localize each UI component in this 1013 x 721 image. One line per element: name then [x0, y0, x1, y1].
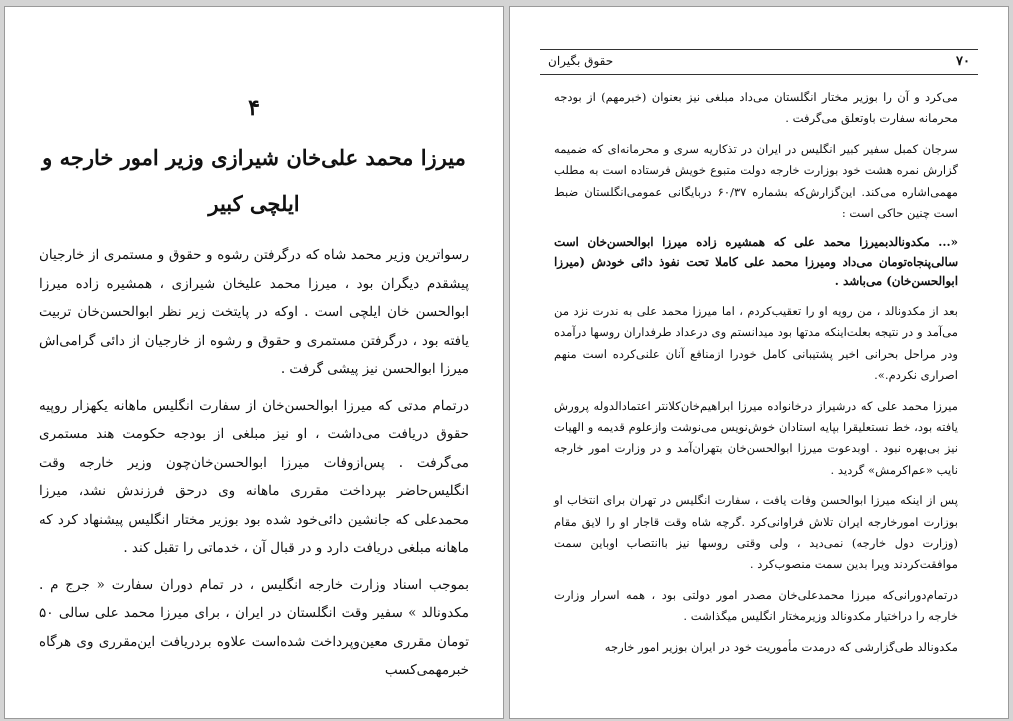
body-paragraph: پس از اینکه میرزا ابوالحسن وفات یافت ، سفارت انگلیس در تهران برای انتخاب او بوزارت امورخارجه ایران تلاش فراوانی‌کرد .گرچه شاه وقت قاجار او را لایق مقام (وزارت دول خارجه) نمی‌دید ، ولی وقتی روسها نیز باانتصاب اوباین سمت موافقت‌کردند ویرا بدین سمت منصوب‌کرد .	[554, 493, 958, 572]
quoted-passage: «... مکدونالدبمیرزا محمد علی که همشیره زاده میرزا ابوالحسن‌خان است سالی‌پنجاه‌تومان می‌داد ومیرزا محمد علی کاملا تحت نفوذ دائی خودش (میرزا ابوالحسن‌خان) می‌باشد .	[554, 235, 958, 289]
body-paragraph: مکدونالد طی‌گزارشی که درمدت مأموریت خود در ایران بوزیر امور خارجه	[604, 639, 958, 654]
running-header	[540, 49, 978, 75]
body-paragraph: درتمام‌دورانی‌که میرزا محمدعلی‌خان مصدر امور دولتی بود ، همه اسرار وزارت خارجه را دراختیار مکدونالد وزیرمختار انگلیس میگذاشت .	[554, 587, 958, 624]
page-number: ۷۰	[956, 54, 970, 69]
chapter-title-line: میرزا محمد علی‌خان شیرازی وزیر امور خارجه و	[42, 145, 466, 170]
right-page	[509, 6, 1009, 719]
body-paragraph: سرجان کمبل سفیر کبیر انگلیس در ایران در تذکاریه سری و محرمانه‌ای که ضمیمه گزارش نمره هشت خود بوزارت خارجه دولت متبوع خویش فرستاده است به مطلب مهمی‌اشاره می‌کند. این‌گزارش‌که بشماره ۶۰/۳۷ دربایگانی عمومی‌انگلستان ضبط است چنین حاکی است :	[554, 141, 958, 221]
body-paragraph: می‌کرد و آن را بوزیر مختار انگلستان می‌داد مبلغی نیز بعنوان (خبرمهم) از بودجه محرمانه سفارت باوتعلق می‌گرفت .	[554, 90, 958, 126]
body-paragraph: رسواترین وزیر محمد شاه که درگرفتن رشوه و حقوق و مستمری از خارجیان پیشقدم دیگران بود ، میرزا محمد علیخان شیرازی ، همشیره زاده میرزا ابوالحسن خان ایلچی است . اوکه در پایتخت زیر نظر ابوالحسن‌خان تربیت یافته بود ، درگرفتن مستمری و حقوق و رشوه از خارجیان از دائی گرامی‌اش میرزا ابوالحسن نیز پیشی گرفت .	[39, 247, 469, 377]
chapter-number: ۴	[248, 95, 260, 121]
running-title: حقوق بگیران	[548, 54, 614, 68]
body-paragraph: بعد از مکدونالد ، من رویه او را تعقیب‌کردم ، اما میرزا محمد علی به ندرت نزد من می‌آمد و در نتیجه بعلت‌اینکه مدتها بود میدانستم وی درعداد طرفداران روسها درآمده ودر مراحل بحرانی اخیر پشتیبانی کامل خودرا ازمنافع آنان علنی‌کرده است منهم اصراری نکردم.».	[554, 303, 958, 383]
body-paragraph: بموجب اسناد وزارت خارجه انگلیس ، در تمام دوران سفارت « جرج م . مکدونالد » سفیر وقت انگلستان در ایران ، برای میرزا محمد علی سالی ۵۰ تومان مقرری معین‌وپرداخت شده‌است علاوه بردریافت این‌مقرری وی هرگاه خبرمهمی‌کسب	[39, 576, 469, 678]
left-page	[4, 6, 504, 719]
right-body-text	[554, 87, 958, 667]
body-paragraph: میرزا محمد علی که درشیراز درخانواده میرزا ابراهیم‌خان‌کلانتر اعتمادالدوله پرورش یافته بود، خط نستعلیقرا بپایه استادان خوش‌نویس می‌نوشت وازعلوم قدیمه و الهیات نیز بی‌بهره نبود . اوبدعوت میرزا ابوالحسن‌خان بتهران‌آمد و در وزارت امور خارجه نایب «عم‌اکرمش» گردید .	[554, 398, 958, 477]
chapter-title-line: ایلچی کبیر	[208, 191, 300, 216]
chapter-title	[35, 135, 473, 227]
body-paragraph: درتمام مدتی که میرزا ابوالحسن‌خان از سفارت انگلیس ماهانه یکهزار روپیه حقوق دریافت می‌داشت ، او نیز مبلغی از بودجه حکومت هند مستمری می‌گرفت . پس‌ازوفات میرزا ابوالحسن‌خان‌چون وزیر خارجه وقت انگلیس‌حاضر بپرداخت مقرری ماهانه وی درحق فرزندش نشد، میرزا محمدعلی که جانشین دائی‌خود شده بود بوزیر مختار انگلیس پیشنهاد کرد که ماهانه مبلغی دریافت دارد و در قبال آن ، خدماتی را تقبل کند .	[39, 397, 469, 556]
left-body-text	[39, 241, 469, 693]
